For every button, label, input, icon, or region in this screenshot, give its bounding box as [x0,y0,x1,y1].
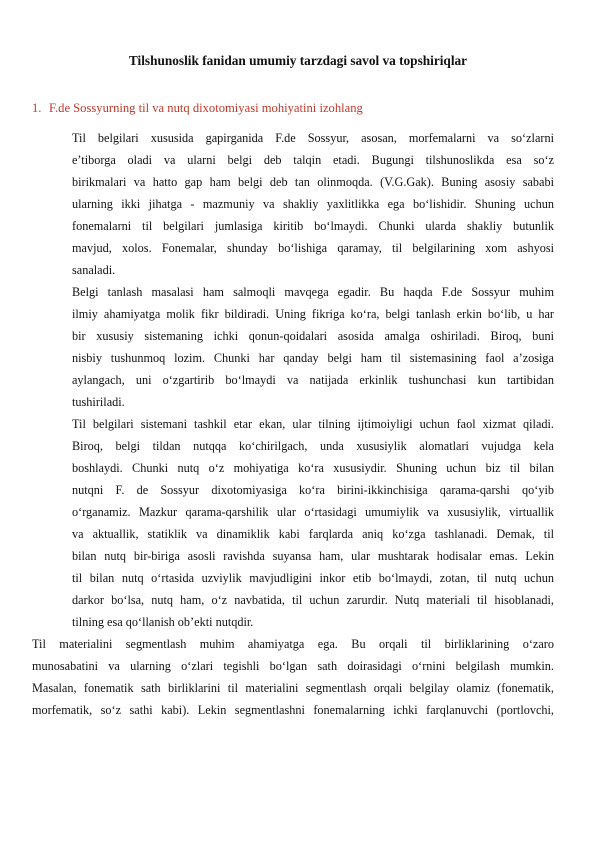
paragraph-1 [72,127,554,281]
text-line: fonemalarni til belgilari jumlasiga kiritib bo‘lmaydi. Chunki ularda shakliy butunlik [72,219,554,233]
question-text: F.de Sossyurning til va nutq dixotomiyasi mohiyatini izohlang [49,101,363,115]
text-line: o‘rganamiz. Mazkur qarama-qarshilik ular o‘rtasidagi umumiylik va xususiylik, virtuallik [72,505,554,519]
text-line: boshlaydi. Chunki nutq o‘z mohiyatiga ko‘ra xususiydir. Shuning uchun biz til bilan [72,461,554,475]
text-line: ilmiy ahamiyatga molik fikr bildiradi. Uning fikriga ko‘ra, belgi tanlash erkin bo‘lib, u har [72,307,554,321]
paragraph-2 [72,281,554,413]
question-number: 1. [32,101,42,115]
text-line: Biroq, belgi tildan nutqqa ko‘chirilgach, unda xususiylik alomatlari vujudga kela [72,439,554,453]
page-title: Tilshunoslik fanidan umumiy tarzdagi savol va topshiriqlar [128,53,468,68]
question-heading [32,101,363,116]
text-line: Til belgilari xususida gapirganida F.de Sossyur, asosan, morfemalarni va so‘zlarni [72,131,554,145]
text-line: birikmalari va hatto gap ham belgi deb tan olinmoqda. (V.G.Gak). Buning asosiy sababi [72,175,554,189]
text-line: mavjud, xolos. Fonemalar, shunday bo‘lishiga qaramay, til belgilarining xom ashyosi [72,241,554,255]
text-line: til bilan nutq o‘rtasida uzviylik mavjudligini inkor etib bo‘lmaydi, zotan, til nutq uchun [72,571,554,585]
text-line: tushiriladi. [72,395,125,409]
text-line: va aktuallik, statiklik va dinamiklik kabi farqlarda aniq ko‘zga tashlanadi. Demak, til [72,527,554,541]
text-line: Belgi tanlash masalasi ham salmoqli mavqega egadir. Bu haqda F.de Sossyur muhim [72,285,554,299]
text-line: munosabatini va ularning o‘zlari tegishli bo‘lgan sath doirasidagi o‘rnini belgilash mumkin. [32,659,554,673]
text-line: Til materialini segmentlash muhim ahamiyatga ega. Bu orqali til birliklarining o‘zaro [32,637,554,651]
text-line: Til belgilari sistemani tashkil etar ekan, ular tilning ijtimoiyligi uchun faol xizmat qiladi. [72,417,554,431]
text-line: Masalan, fonematik sath birliklarini til materialini segmentlash orqali belgilay olamiz (fonematik, [32,681,554,695]
text-line: darkor bo‘lsa, nutq ham, o‘z navbatida, til uchun zarurdir. Nutq materiali til hisoblanadi, [72,593,554,607]
text-line: sanaladi. [72,263,116,277]
paragraph-4 [32,633,554,721]
text-line: tilning esa qo‘llanish ob’ekti nutqdir. [72,615,254,629]
paragraph-3 [72,413,554,633]
text-line: ularning ikki jihatga - mazmuniy va shakliy yaxlitlikka ega bo‘lishidir. Shuning uchun [72,197,554,211]
text-line: bir xususiy sistemaning ichki qonun-qoidalari asosida amalga oshiriladi. Biroq, buni [72,329,554,343]
text-line: aylangach, uni o‘zgartirib bo‘lmaydi va natijada erkinlik tushunchasi kun tartibidan [72,373,554,387]
text-line: nisbiy tushunmoq lozim. Chunki har qanday belgi ham til sistemasining faol a’zosiga [72,351,554,365]
text-line: nutqni F. de Sossyur dixotomiyasiga ko‘ra birini-ikkinchisiga qarama-qarshi qo‘yib [72,483,554,497]
text-line: e’tiborga oladi va ularni belgi deb talqin etadi. Bugungi tilshunoslikda esa so‘z [72,153,554,167]
text-line: morfematik, so‘z sathi kabi). Lekin segmentlashni fonemalarning ichki farqlanuvchi (portlovchi, [32,703,554,717]
text-line: bilan nutq bir-biriga asosli ravishda suyansa ham, ular mushtarak hodisalar emas. Lekin [72,549,554,563]
